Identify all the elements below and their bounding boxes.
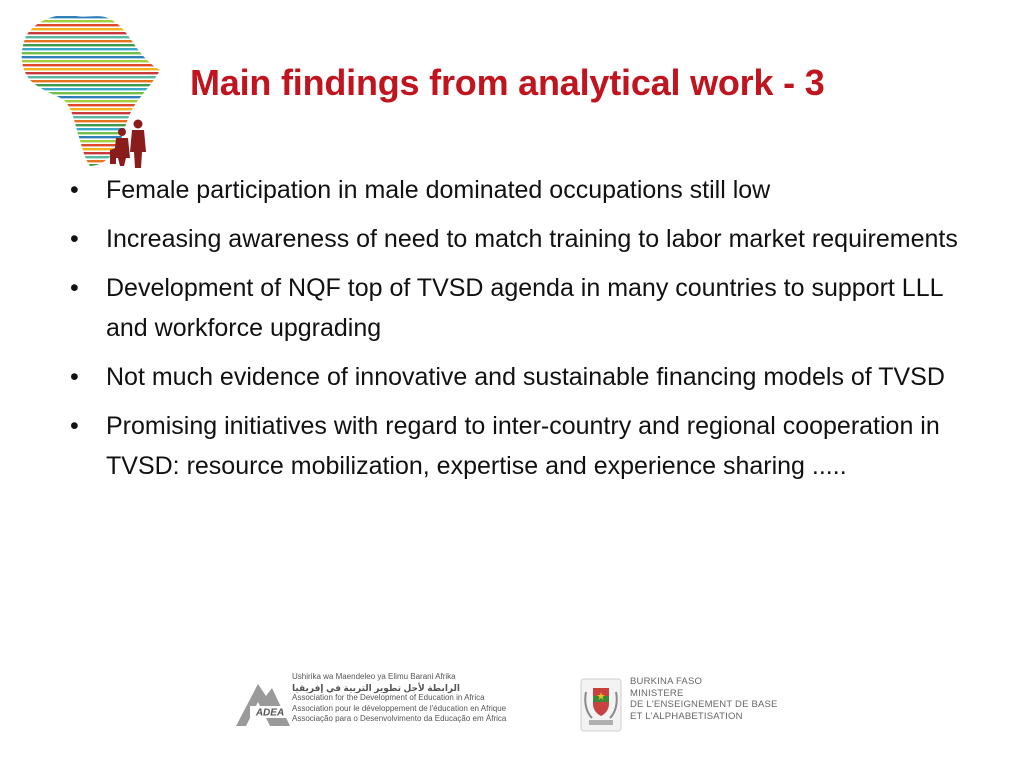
- footer-logos: [0, 668, 1024, 748]
- list-item-text: Not much evidence of innovative and sustainable financing models of TVSD: [106, 363, 945, 391]
- bullet-icon: •: [70, 412, 79, 440]
- stripe: [14, 72, 164, 74]
- list-item-text: Development of NQF top of TVSD agenda in many countries to support LLL and workforce upgrading: [106, 274, 943, 342]
- list-item-text: Increasing awareness of need to match training to labor market requirements: [106, 225, 958, 253]
- ministry-text: BURKINA FASO MINISTERE DE L'ENSEIGNEMENT DE BASE ET L'ALPHABETISATION: [630, 676, 778, 722]
- stripe: [14, 84, 164, 86]
- stripe: [14, 8, 164, 10]
- slide-title: Main findings from analytical work - 3: [190, 62, 825, 103]
- stripe: [14, 16, 164, 18]
- stripe: [14, 108, 164, 110]
- list-item: [70, 268, 990, 348]
- stripe: [14, 20, 164, 22]
- list-item: [70, 219, 990, 259]
- list-item: [70, 406, 990, 486]
- stripe: [14, 112, 164, 114]
- list-item: [70, 170, 990, 210]
- adea-logo: [232, 678, 292, 730]
- stripe: [14, 104, 164, 106]
- adea-logo-text: ADEA: [255, 707, 285, 719]
- list-item-text: Female participation in male dominated occupations still low: [106, 176, 771, 204]
- stripe: [14, 80, 164, 82]
- stripe: [14, 52, 164, 54]
- stripe: [14, 56, 164, 58]
- stripe: [14, 92, 164, 94]
- findings-list: [70, 170, 990, 495]
- stripe: [14, 36, 164, 38]
- stripe: [14, 24, 164, 26]
- stripe: [14, 40, 164, 42]
- list-item-text: Promising initiatives with regard to inter-country and regional cooperation in TVSD: resource mobilization, expertise and experience sharing .....: [106, 412, 940, 480]
- stripe: [14, 48, 164, 50]
- stripe: [14, 64, 164, 66]
- stripe: [14, 116, 164, 118]
- stripe: [14, 164, 164, 166]
- stripe: [14, 96, 164, 98]
- bullet-icon: •: [70, 225, 79, 253]
- bullet-icon: •: [70, 363, 79, 391]
- stripe: [14, 160, 164, 162]
- stripe: [14, 28, 164, 30]
- bullet-icon: •: [70, 176, 79, 204]
- africa-logo: [14, 8, 164, 170]
- stripe: [14, 60, 164, 62]
- people-silhouette-icon: [110, 120, 146, 169]
- adea-text: Ushirika wa Maendeleo ya Elimu Barani Afrika الرابطة لأجل تطوير التربية في إفريقيا Association for the Development of Education in Africa Association pour le développement de l'éducation en Afrique Associação para o Desenvolvimento da Educação em África: [292, 672, 507, 723]
- list-item: [70, 357, 990, 397]
- stripe: [14, 32, 164, 34]
- stripe: [14, 44, 164, 46]
- stripe: [14, 100, 164, 102]
- stripe: [14, 68, 164, 70]
- stripe: [14, 12, 164, 14]
- burkina-faso-coat-of-arms-icon: [580, 678, 622, 732]
- bullet-icon: •: [70, 274, 79, 302]
- stripe: [14, 88, 164, 90]
- stripe: [14, 76, 164, 78]
